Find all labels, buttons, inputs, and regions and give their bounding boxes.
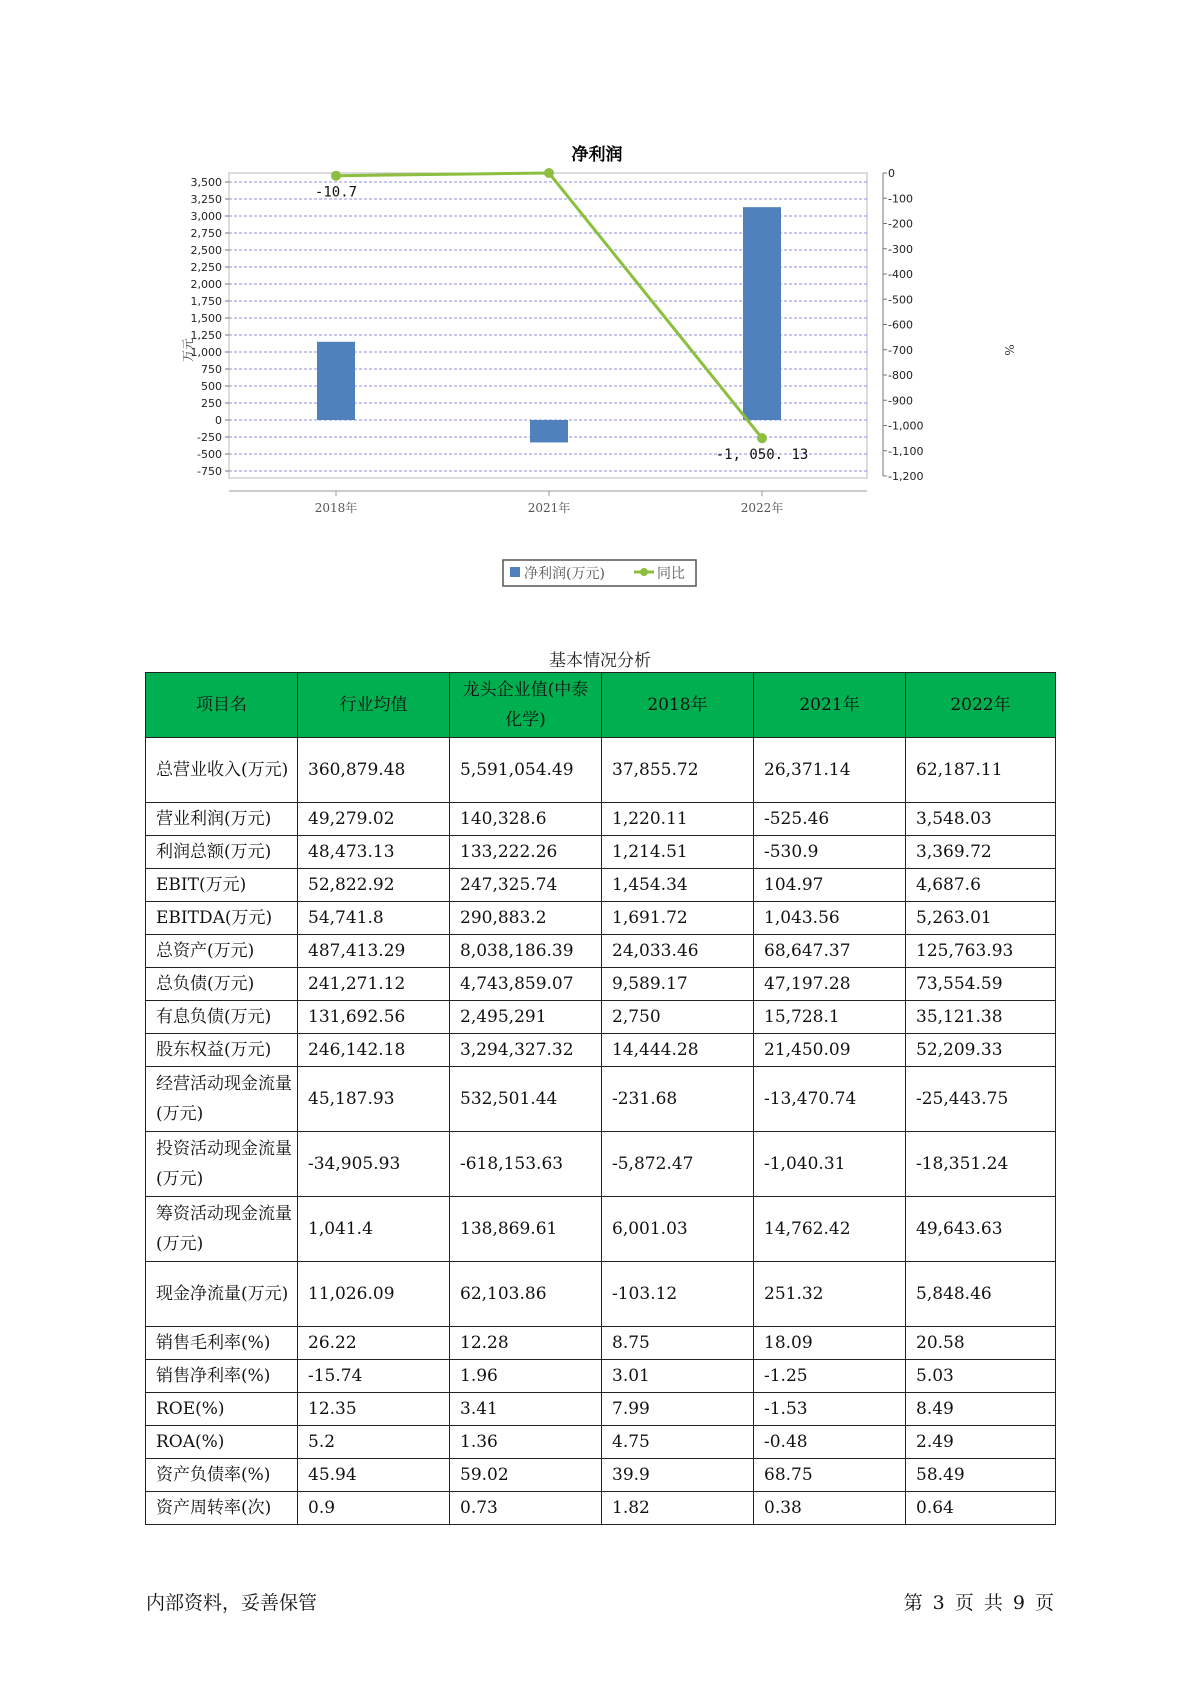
legend-bar-swatch <box>510 567 520 577</box>
y-tick-label: 1,750 <box>190 295 222 308</box>
table-cell: -13,470.74 <box>754 1067 906 1132</box>
row-label-cell: 投资活动现金流量(万元) <box>146 1132 298 1197</box>
row-label-cell: 资产周转率(次) <box>146 1492 298 1525</box>
yoy-data-label: -10.7 <box>314 184 358 201</box>
table-cell: -1.25 <box>754 1360 906 1393</box>
table-cell: 1,220.11 <box>602 803 754 836</box>
table-cell: 11,026.09 <box>298 1262 450 1327</box>
row-label-cell: 资产负债率(%) <box>146 1459 298 1492</box>
y-right-tick-label: -100 <box>888 192 913 206</box>
row-label-cell: 有息负债(万元) <box>146 1001 298 1034</box>
chart-axes <box>191 167 924 515</box>
y-tick-label: -250 <box>197 431 222 444</box>
table-cell: 241,271.12 <box>298 968 450 1001</box>
table-cell: -525.46 <box>754 803 906 836</box>
table-cell: 0.73 <box>450 1492 602 1525</box>
header-year-2022: 2022年 <box>906 673 1056 738</box>
table-cell: 12.28 <box>450 1327 602 1360</box>
header-industry-avg: 行业均值 <box>298 673 450 738</box>
table-cell: 5,263.01 <box>906 902 1056 935</box>
table-cell: 1.96 <box>450 1360 602 1393</box>
header-year-2018: 2018年 <box>602 673 754 738</box>
table-cell: 73,554.59 <box>906 968 1056 1001</box>
table-cell: 8.75 <box>602 1327 754 1360</box>
row-label-cell: ROA(%) <box>146 1426 298 1459</box>
table-cell: 20.58 <box>906 1327 1056 1360</box>
y-right-tick-label: -400 <box>888 268 913 281</box>
table-cell: 1.82 <box>602 1492 754 1525</box>
table-body <box>146 738 1056 1525</box>
bar <box>530 420 568 442</box>
table-caption: 基本情况分析 <box>549 651 651 671</box>
y-right-tick-label: -600 <box>888 318 913 332</box>
y-tick-label: 1,000 <box>190 346 222 359</box>
header-leader-value: 龙头企业值(中泰化学) <box>450 673 602 738</box>
y-right-tick-label: -900 <box>888 394 913 408</box>
y-tick-label: 0 <box>215 414 222 427</box>
table-cell: 26.22 <box>298 1327 450 1360</box>
table-cell: 35,121.38 <box>906 1001 1056 1034</box>
row-label-cell: 总资产(万元) <box>146 935 298 968</box>
footer-page-number: 第 3 页 共 9 页 <box>903 1592 1054 1614</box>
table-cell: 37,855.72 <box>602 738 754 803</box>
y-tick-label: 500 <box>201 380 222 393</box>
table-cell: 3,369.72 <box>906 836 1056 869</box>
table-row <box>146 1393 1056 1426</box>
table-cell: 4,743,859.07 <box>450 968 602 1001</box>
y-right-tick-label: -1,100 <box>888 444 924 458</box>
table-cell: 5,591,054.49 <box>450 738 602 803</box>
x-tick-label: 2018年 <box>314 501 358 515</box>
table-cell: 68.75 <box>754 1459 906 1492</box>
table-cell: 14,444.28 <box>602 1034 754 1067</box>
table-row <box>146 1132 1056 1197</box>
table-row <box>146 1492 1056 1525</box>
table-cell: 4.75 <box>602 1426 754 1459</box>
table-cell: 45.94 <box>298 1459 450 1492</box>
yoy-point <box>757 433 767 443</box>
table-cell: -1.53 <box>754 1393 906 1426</box>
table-row <box>146 1459 1056 1492</box>
table-cell: 1,041.4 <box>298 1197 450 1262</box>
table-row <box>146 1360 1056 1393</box>
table-row <box>146 738 1056 803</box>
table-cell: 49,279.02 <box>298 803 450 836</box>
table-cell: 47,197.28 <box>754 968 906 1001</box>
table-cell: 360,879.48 <box>298 738 450 803</box>
table-cell: 3,548.03 <box>906 803 1056 836</box>
table-cell: -15.74 <box>298 1360 450 1393</box>
row-label-cell: 总负债(万元) <box>146 968 298 1001</box>
table-cell: -103.12 <box>602 1262 754 1327</box>
table-cell: 8,038,186.39 <box>450 935 602 968</box>
table-cell: -25,443.75 <box>906 1067 1056 1132</box>
table-cell: 59.02 <box>450 1459 602 1492</box>
legend-line-marker <box>640 568 648 576</box>
row-label-cell: 股东权益(万元) <box>146 1034 298 1067</box>
row-label-cell: 销售净利率(%) <box>146 1360 298 1393</box>
yoy-line <box>336 173 762 438</box>
table-cell: -5,872.47 <box>602 1132 754 1197</box>
row-label-cell: 利润总额(万元) <box>146 836 298 869</box>
y-tick-label: 1,500 <box>190 312 222 325</box>
table-cell: 54,741.8 <box>298 902 450 935</box>
table-header-row <box>146 673 1056 738</box>
table-cell: 104.97 <box>754 869 906 902</box>
table-cell: 26,371.14 <box>754 738 906 803</box>
table-cell: 2,495,291 <box>450 1001 602 1034</box>
y-tick-label: 3,000 <box>190 210 222 223</box>
table-cell: 487,413.29 <box>298 935 450 968</box>
legend-line-label: 同比 <box>657 566 685 582</box>
table-cell: 125,763.93 <box>906 935 1056 968</box>
table-row <box>146 1034 1056 1067</box>
table-cell: 18.09 <box>754 1327 906 1360</box>
table-cell: 2.49 <box>906 1426 1056 1459</box>
table-cell: 1,043.56 <box>754 902 906 935</box>
table-cell: 5.03 <box>906 1360 1056 1393</box>
table-cell: -530.9 <box>754 836 906 869</box>
bar-series <box>317 207 781 442</box>
table-row <box>146 1426 1056 1459</box>
y-tick-label: 3,500 <box>190 176 222 189</box>
table-cell: 138,869.61 <box>450 1197 602 1262</box>
table-cell: 7.99 <box>602 1393 754 1426</box>
table-cell: 52,822.92 <box>298 869 450 902</box>
table-cell: 52,209.33 <box>906 1034 1056 1067</box>
y-tick-label: 1,250 <box>190 329 222 342</box>
y-tick-label: 750 <box>201 363 222 376</box>
chart-legend <box>503 560 696 586</box>
table-cell: 247,325.74 <box>450 869 602 902</box>
table-cell: 58.49 <box>906 1459 1056 1492</box>
table-cell: 1,214.51 <box>602 836 754 869</box>
table-cell: -1,040.31 <box>754 1132 906 1197</box>
table-cell: -0.48 <box>754 1426 906 1459</box>
table-cell: 5.2 <box>298 1426 450 1459</box>
table-cell: 0.64 <box>906 1492 1056 1525</box>
table-cell: 140,328.6 <box>450 803 602 836</box>
table-cell: 12.35 <box>298 1393 450 1426</box>
table-cell: 1,454.34 <box>602 869 754 902</box>
y-tick-label: 250 <box>201 397 222 410</box>
table-row <box>146 1197 1056 1262</box>
table-row <box>146 902 1056 935</box>
y-right-tick-label: -500 <box>888 293 913 307</box>
table-row <box>146 803 1056 836</box>
table-cell: 8.49 <box>906 1393 1056 1426</box>
table-row <box>146 1262 1056 1327</box>
yoy-point <box>331 171 341 181</box>
table-cell: 21,450.09 <box>754 1034 906 1067</box>
y-tick-label: 2,250 <box>190 261 222 274</box>
table-row <box>146 1327 1056 1360</box>
table-cell: 2,750 <box>602 1001 754 1034</box>
table-cell: 1,691.72 <box>602 902 754 935</box>
table-cell: 68,647.37 <box>754 935 906 968</box>
y-tick-label: -750 <box>197 465 222 478</box>
table-cell: -618,153.63 <box>450 1132 602 1197</box>
table-cell: 3.01 <box>602 1360 754 1393</box>
table-cell: 1.36 <box>450 1426 602 1459</box>
table-cell: -18,351.24 <box>906 1132 1056 1197</box>
table-cell: 246,142.18 <box>298 1034 450 1067</box>
basic-analysis-table <box>145 672 1056 1525</box>
table-cell: 9,589.17 <box>602 968 754 1001</box>
table-cell: 39.9 <box>602 1459 754 1492</box>
table-cell: 3,294,327.32 <box>450 1034 602 1067</box>
table-cell: -231.68 <box>602 1067 754 1132</box>
header-year-2021: 2021年 <box>754 673 906 738</box>
yoy-data-label: -1, 050. 13 <box>715 447 809 464</box>
table-cell: 0.38 <box>754 1492 906 1525</box>
table-row <box>146 869 1056 902</box>
table-row <box>146 1067 1056 1132</box>
table-cell: 3.41 <box>450 1393 602 1426</box>
table-cell: 62,103.86 <box>450 1262 602 1327</box>
y-right-tick-label: -300 <box>888 242 913 256</box>
table-row <box>146 1001 1056 1034</box>
legend-bar-label: 净利润(万元) <box>524 566 605 582</box>
line-series <box>331 168 767 443</box>
row-label-cell: 营业利润(万元) <box>146 803 298 836</box>
table-row <box>146 935 1056 968</box>
y-right-tick-label: -1,200 <box>888 470 924 483</box>
table-cell: 131,692.56 <box>298 1001 450 1034</box>
table-cell: 5,848.46 <box>906 1262 1056 1327</box>
row-label-cell: 销售毛利率(%) <box>146 1327 298 1360</box>
table-cell: 0.9 <box>298 1492 450 1525</box>
bar <box>743 207 781 420</box>
table-cell: 532,501.44 <box>450 1067 602 1132</box>
table-row <box>146 836 1056 869</box>
table-cell: 4,687.6 <box>906 869 1056 902</box>
table-cell: 48,473.13 <box>298 836 450 869</box>
row-label-cell: ROE(%) <box>146 1393 298 1426</box>
table-cell: 251.32 <box>754 1262 906 1327</box>
y-tick-label: 2,750 <box>190 227 222 240</box>
table-cell: 290,883.2 <box>450 902 602 935</box>
y-tick-label: 2,500 <box>190 244 222 257</box>
net-profit-chart <box>0 0 1191 620</box>
x-tick-label: 2021年 <box>527 501 571 515</box>
table-cell: 6,001.03 <box>602 1197 754 1262</box>
table-cell: 133,222.26 <box>450 836 602 869</box>
row-label-cell: 总营业收入(万元) <box>146 738 298 803</box>
y-right-tick-label: -700 <box>888 343 913 357</box>
table-cell: 24,033.46 <box>602 935 754 968</box>
table-cell: 15,728.1 <box>754 1001 906 1034</box>
yoy-point <box>544 168 554 178</box>
row-label-cell: EBITDA(万元) <box>146 902 298 935</box>
bar <box>317 342 355 420</box>
x-tick-label: 2022年 <box>740 501 784 515</box>
y-axis-title: 万元 <box>181 337 195 363</box>
row-label-cell: EBIT(万元) <box>146 869 298 902</box>
y-right-tick-label: -200 <box>888 217 913 231</box>
table-cell: -34,905.93 <box>298 1132 450 1197</box>
table-cell: 14,762.42 <box>754 1197 906 1262</box>
table-cell: 45,187.93 <box>298 1067 450 1132</box>
row-label-cell: 经营活动现金流量(万元) <box>146 1067 298 1132</box>
table-cell: 49,643.63 <box>906 1197 1056 1262</box>
footer-confidential-note: 内部资料，妥善保管 <box>146 1592 318 1614</box>
row-label-cell: 筹资活动现金流量(万元) <box>146 1197 298 1262</box>
row-label-cell: 现金净流量(万元) <box>146 1262 298 1327</box>
y-axis-right-title: % <box>1002 344 1016 356</box>
y-right-tick-label: 0 <box>888 167 895 180</box>
y-right-tick-label: -1,000 <box>888 419 924 433</box>
table-row <box>146 968 1056 1001</box>
y-right-tick-label: -800 <box>888 369 913 382</box>
y-tick-label: 3,250 <box>190 193 222 206</box>
chart-title: 净利润 <box>571 145 623 165</box>
y-tick-label: 2,000 <box>190 278 222 291</box>
table-cell: 62,187.11 <box>906 738 1056 803</box>
y-tick-label: -500 <box>197 448 222 461</box>
header-item-name: 项目名 <box>146 673 298 738</box>
